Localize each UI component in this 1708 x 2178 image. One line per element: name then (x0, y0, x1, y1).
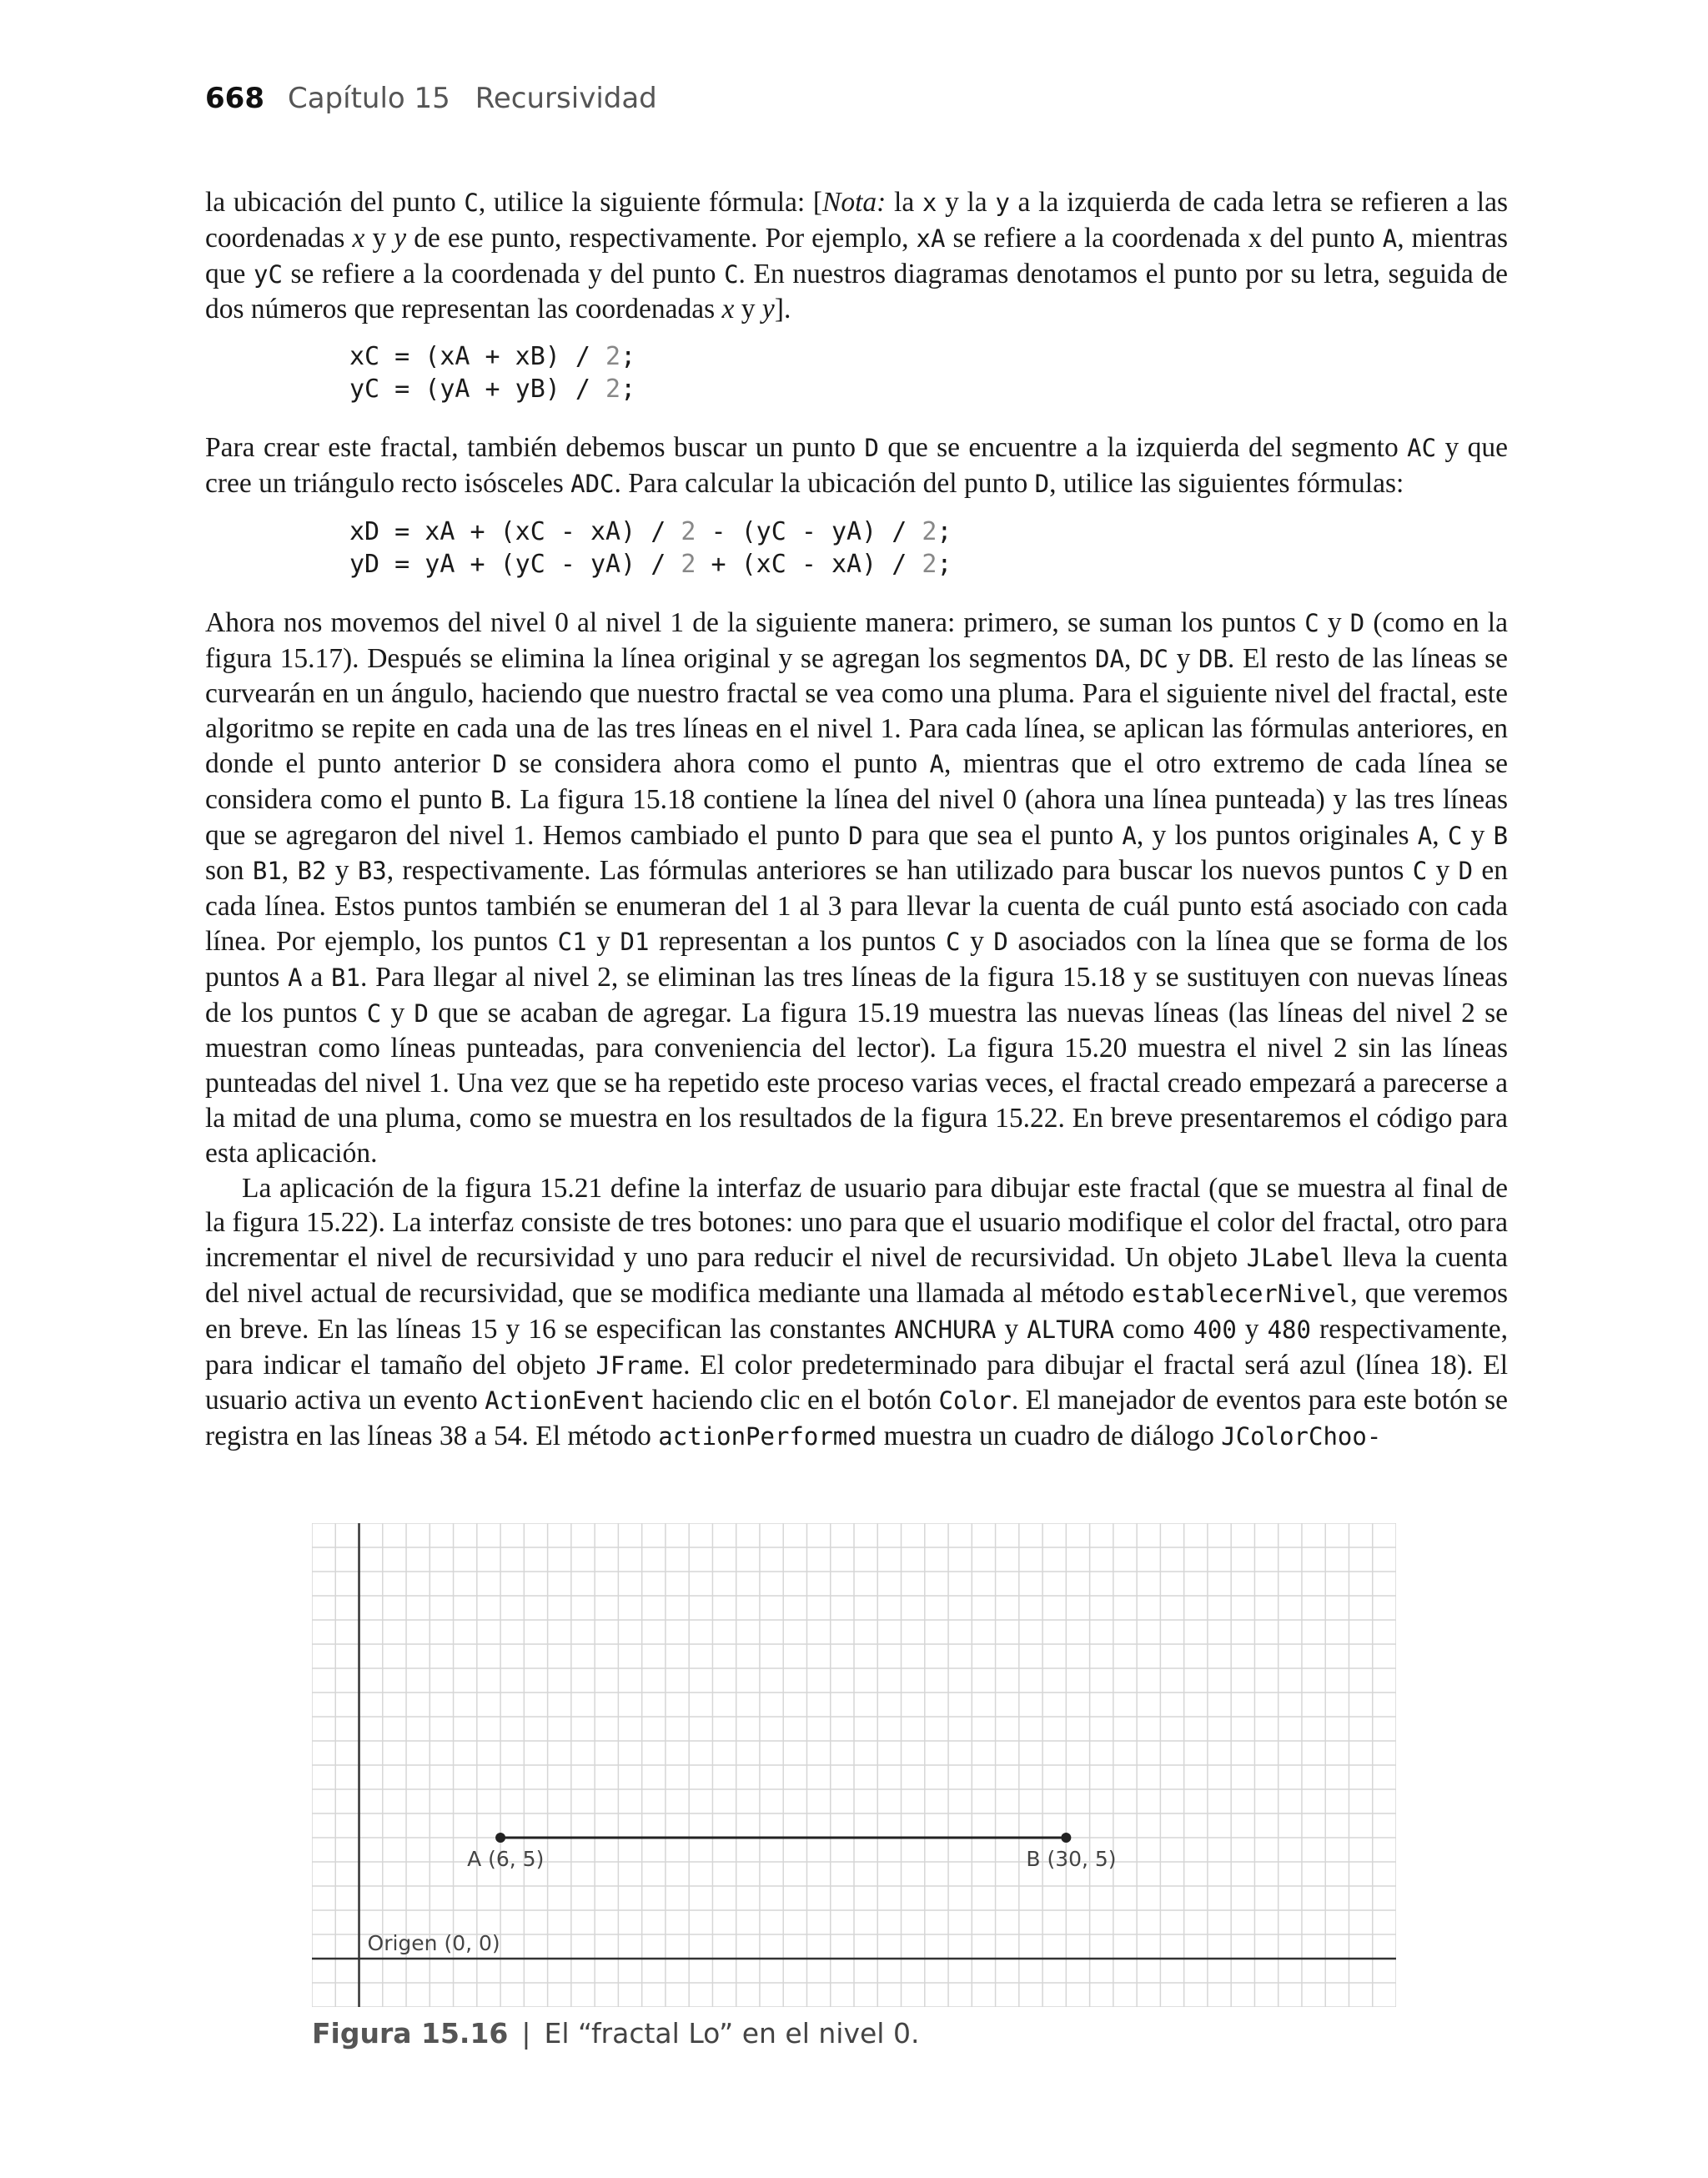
figure-fractal-level-0 (312, 1523, 1396, 2007)
page-number: 668 (205, 82, 264, 115)
point-b-marker (1061, 1833, 1071, 1843)
chapter-title: Recursividad (475, 82, 657, 115)
figure-caption (312, 2017, 919, 2050)
point-a-marker (495, 1833, 505, 1843)
point-a-label: A (6, 5) (467, 1847, 545, 1871)
code-block-point-d: xD = xA + (xC - xA) / 2 - (yC - yA) / 2; yD = yA + (yC - yA) / 2 + (xC - xA) / 2; (349, 516, 952, 579)
paragraph-point-d: Para crear este fractal, también debemos buscar un punto D que se encuentre a la izquierda del segmento AC y que cree un triángulo recto isósceles ADC. Para calcular la ubicación del punto D, utilice las siguientes fórmulas: (205, 432, 1509, 499)
caption-separator: | (521, 2017, 531, 2050)
point-b-label: B (30, 5) (1026, 1847, 1117, 1871)
fractal-grid-diagram (312, 1523, 1396, 2007)
caption-text: El “fractal Lo” en el nivel 0. (544, 2017, 920, 2050)
body-text (205, 185, 1508, 1455)
origin-label: Origen (0, 0) (367, 1931, 500, 1955)
running-header (205, 82, 657, 115)
code-block-midpoint: xC = (xA + xB) / 2; yC = (yA + yB) / 2; (349, 342, 636, 405)
paragraph-levels: Ahora nos movemos del nivel 0 al nivel 1 de la siguiente manera: primero, se suman los puntos C y D (como en la figura 15.17). Después se elimina la línea original y se agregan los segmentos DA, DC y DB. El resto de las líneas se curvearán en un ángulo, haciendo que nuestro fractal se vea como una pluma. Para el siguiente nivel del fractal, este algoritmo se repite en cada una de las tres líneas en el nivel 1. Para cada línea, se aplican las fórmulas anteriores, en donde el punto anterior D se considera ahora como el punto A, mientras que el otro extremo de cada línea se considera como el punto B. La figura 15.18 contiene la línea del nivel 0 (ahora una línea punteada) y las tres líneas que se agregaron del nivel 1. Hemos cambiado el punto D para que sea el punto A, y los puntos originales A, C y B son B1, B2 y B3, respectivamente. Las fórmulas anteriores se han utilizado para buscar los nuevos puntos C y D en cada línea. Estos puntos también se enumeran del 1 al 3 para llevar la cuenta de cuál punto está asociado con cada línea. Por ejemplo, los puntos C1 y D1 representan a los puntos C y D asociados con la línea que se forma de los puntos A a B1. Para llegar al nivel 2, se eliminan las tres líneas de la figura 15.18 y se sustituyen con nuevas líneas de los puntos C y D que se acaban de agregar. La figura 15.19 muestra las nuevas líneas (las líneas del nivel 2 se muestran como líneas punteadas, para conveniencia del lector). La figura 15.20 muestra el nivel 2 sin las líneas punteadas del nivel 1. Una vez que se ha repetido este proceso varias veces, el fractal creado empezará a parecerse a la mitad de una pluma, como se muestra en los resultados de la figura 15.22. En breve presentaremos el código para esta aplicación. (205, 606, 1509, 1169)
paragraph-interface: La aplicación de la figura 15.21 define la interfaz de usuario para dibujar este fractal (que se muestra al final de la figura 15.22). La interfaz consiste de tres botones: uno para que el usuario modifique el color del fractal, otro para incrementar el nivel de recursividad y uno para reducir el nivel de recursividad. Un objeto JLabel lleva la cuenta del nivel actual de recursividad, que se modifica mediante una llamada al método establecerNivel, que veremos en breve. En las líneas 15 y 16 se especifican las constantes ANCHURA y ALTURA como 400 y 480 respectivamente, para indicar el tamaño del objeto JFrame. El color predeterminado para dibujar el fractal será azul (línea 18). El usuario activa un evento ActionEvent haciendo clic en el botón Color. El manejador de eventos para este botón se registra en las líneas 38 a 54. El método actionPerformed muestra un cuadro de diálogo JColorChoo- (205, 1172, 1509, 1452)
figure-number: Figura 15.16 (312, 2017, 509, 2050)
paragraph-intro: la ubicación del punto C, utilice la siguiente fórmula: [Nota: la x y la y a la izquierda de cada letra se refieren a las coordenadas x y y de ese punto, respectivamente. Por ejemplo, xA se refiere a la coordenada x del punto A, mientras que yC se refiere a la coordenada y del punto C. En nuestros diagramas denotamos el punto por su letra, seguida de dos números que representan las coordenadas x y y]. (205, 187, 1509, 325)
chapter-label: Capítulo 15 (287, 82, 450, 115)
